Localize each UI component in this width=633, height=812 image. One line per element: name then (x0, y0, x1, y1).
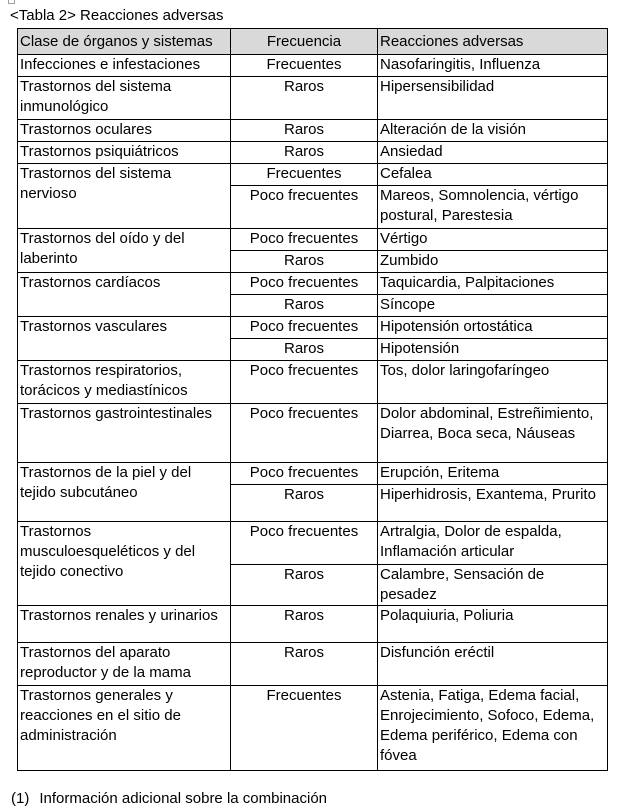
table-row (18, 522, 608, 565)
frequency-cell: Poco frecuentes (231, 186, 378, 229)
frequency-cell: Frecuentes (231, 164, 378, 186)
footnote (11, 790, 327, 808)
table-row (18, 643, 608, 686)
frequency-cell: Poco frecuentes (231, 522, 378, 565)
reactions-cell: Tos, dolor laringofaríngeo (378, 361, 608, 404)
text-boundary-mark (8, 0, 15, 4)
organ-class-cell: Infecciones e infestaciones (18, 55, 231, 77)
organ-class-cell: Trastornos de la piel y del tejido subcutáneo (18, 463, 231, 522)
frequency-cell: Raros (231, 339, 378, 361)
organ-class-cell: Trastornos respiratorios, torácicos y mediastínicos (18, 361, 231, 404)
footnote-text: Información adicional sobre la combinación (39, 790, 328, 807)
reactions-cell: Dolor abdominal, Estreñimiento, Diarrea, Boca seca, Náuseas (378, 404, 608, 463)
table-row (18, 55, 608, 77)
organ-class-cell: Trastornos gastrointestinales (18, 404, 231, 463)
frequency-cell: Poco frecuentes (231, 229, 378, 251)
reactions-cell: Zumbido (378, 251, 608, 273)
table-row (18, 606, 608, 643)
organ-class-cell: Trastornos del sistema inmunológico (18, 77, 231, 120)
organ-class-cell: Trastornos del oído y del laberinto (18, 229, 231, 273)
organ-class-cell: Trastornos del sistema nervioso (18, 164, 231, 229)
adverse-reactions-table (17, 28, 608, 771)
table-row (18, 404, 608, 463)
frequency-cell: Raros (231, 565, 378, 606)
organ-class-cell: Trastornos cardíacos (18, 273, 231, 317)
footnote-number: (1) (11, 790, 30, 807)
reactions-cell: Polaquiuria, Poliuria (378, 606, 608, 643)
frequency-cell: Frecuentes (231, 55, 378, 77)
header-frequency: Frecuencia (231, 29, 378, 55)
frequency-cell: Raros (231, 77, 378, 120)
frequency-cell: Raros (231, 120, 378, 142)
organ-class-cell: Trastornos del aparato reproductor y de la mama (18, 643, 231, 686)
organ-class-cell: Trastornos renales y urinarios (18, 606, 231, 643)
table-header-row (18, 29, 608, 55)
table-caption: <Tabla 2> Reacciones adversas (10, 7, 224, 24)
organ-class-cell: Trastornos oculares (18, 120, 231, 142)
table-row (18, 463, 608, 485)
reactions-cell: Ansiedad (378, 142, 608, 164)
frequency-cell: Raros (231, 142, 378, 164)
frequency-cell: Frecuentes (231, 686, 378, 771)
reactions-cell: Disfunción eréctil (378, 643, 608, 686)
reactions-cell: Hipersensibilidad (378, 77, 608, 120)
reactions-cell: Hiperhidrosis, Exantema, Prurito (378, 485, 608, 522)
table-row (18, 229, 608, 251)
frequency-cell: Poco frecuentes (231, 404, 378, 463)
table-row (18, 317, 608, 339)
table-row (18, 120, 608, 142)
reactions-cell: Nasofaringitis, Influenza (378, 55, 608, 77)
reactions-cell: Artralgia, Dolor de espalda, Inflamación articular (378, 522, 608, 565)
frequency-cell: Poco frecuentes (231, 273, 378, 295)
frequency-cell: Poco frecuentes (231, 463, 378, 485)
frequency-cell: Poco frecuentes (231, 361, 378, 404)
reactions-cell: Mareos, Somnolencia, vértigo postural, Parestesia (378, 186, 608, 229)
table-row (18, 361, 608, 404)
reactions-cell: Hipotensión ortostática (378, 317, 608, 339)
table-row (18, 164, 608, 186)
organ-class-cell: Trastornos musculoesqueléticos y del tejido conectivo (18, 522, 231, 606)
header-organ-class: Clase de órganos y sistemas (18, 29, 231, 55)
frequency-cell: Raros (231, 485, 378, 522)
frequency-cell: Raros (231, 295, 378, 317)
table-row (18, 142, 608, 164)
organ-class-cell: Trastornos vasculares (18, 317, 231, 361)
frequency-cell: Raros (231, 643, 378, 686)
table-row (18, 273, 608, 295)
organ-class-cell: Trastornos generales y reacciones en el sitio de administración (18, 686, 231, 771)
reactions-cell: Erupción, Eritema (378, 463, 608, 485)
reactions-cell: Alteración de la visión (378, 120, 608, 142)
reactions-cell: Síncope (378, 295, 608, 317)
header-adverse-reactions: Reacciones adversas (378, 29, 608, 55)
reactions-cell: Calambre, Sensación de pesadez (378, 565, 608, 606)
frequency-cell: Raros (231, 606, 378, 643)
reactions-cell: Vértigo (378, 229, 608, 251)
reactions-cell: Taquicardia, Palpitaciones (378, 273, 608, 295)
table-row (18, 77, 608, 120)
frequency-cell: Raros (231, 251, 378, 273)
table-row (18, 686, 608, 771)
reactions-cell: Astenia, Fatiga, Edema facial, Enrojecimiento, Sofoco, Edema, Edema periférico, Edema con fóvea (378, 686, 608, 771)
reactions-cell: Cefalea (378, 164, 608, 186)
organ-class-cell: Trastornos psiquiátricos (18, 142, 231, 164)
reactions-cell: Hipotensión (378, 339, 608, 361)
frequency-cell: Poco frecuentes (231, 317, 378, 339)
